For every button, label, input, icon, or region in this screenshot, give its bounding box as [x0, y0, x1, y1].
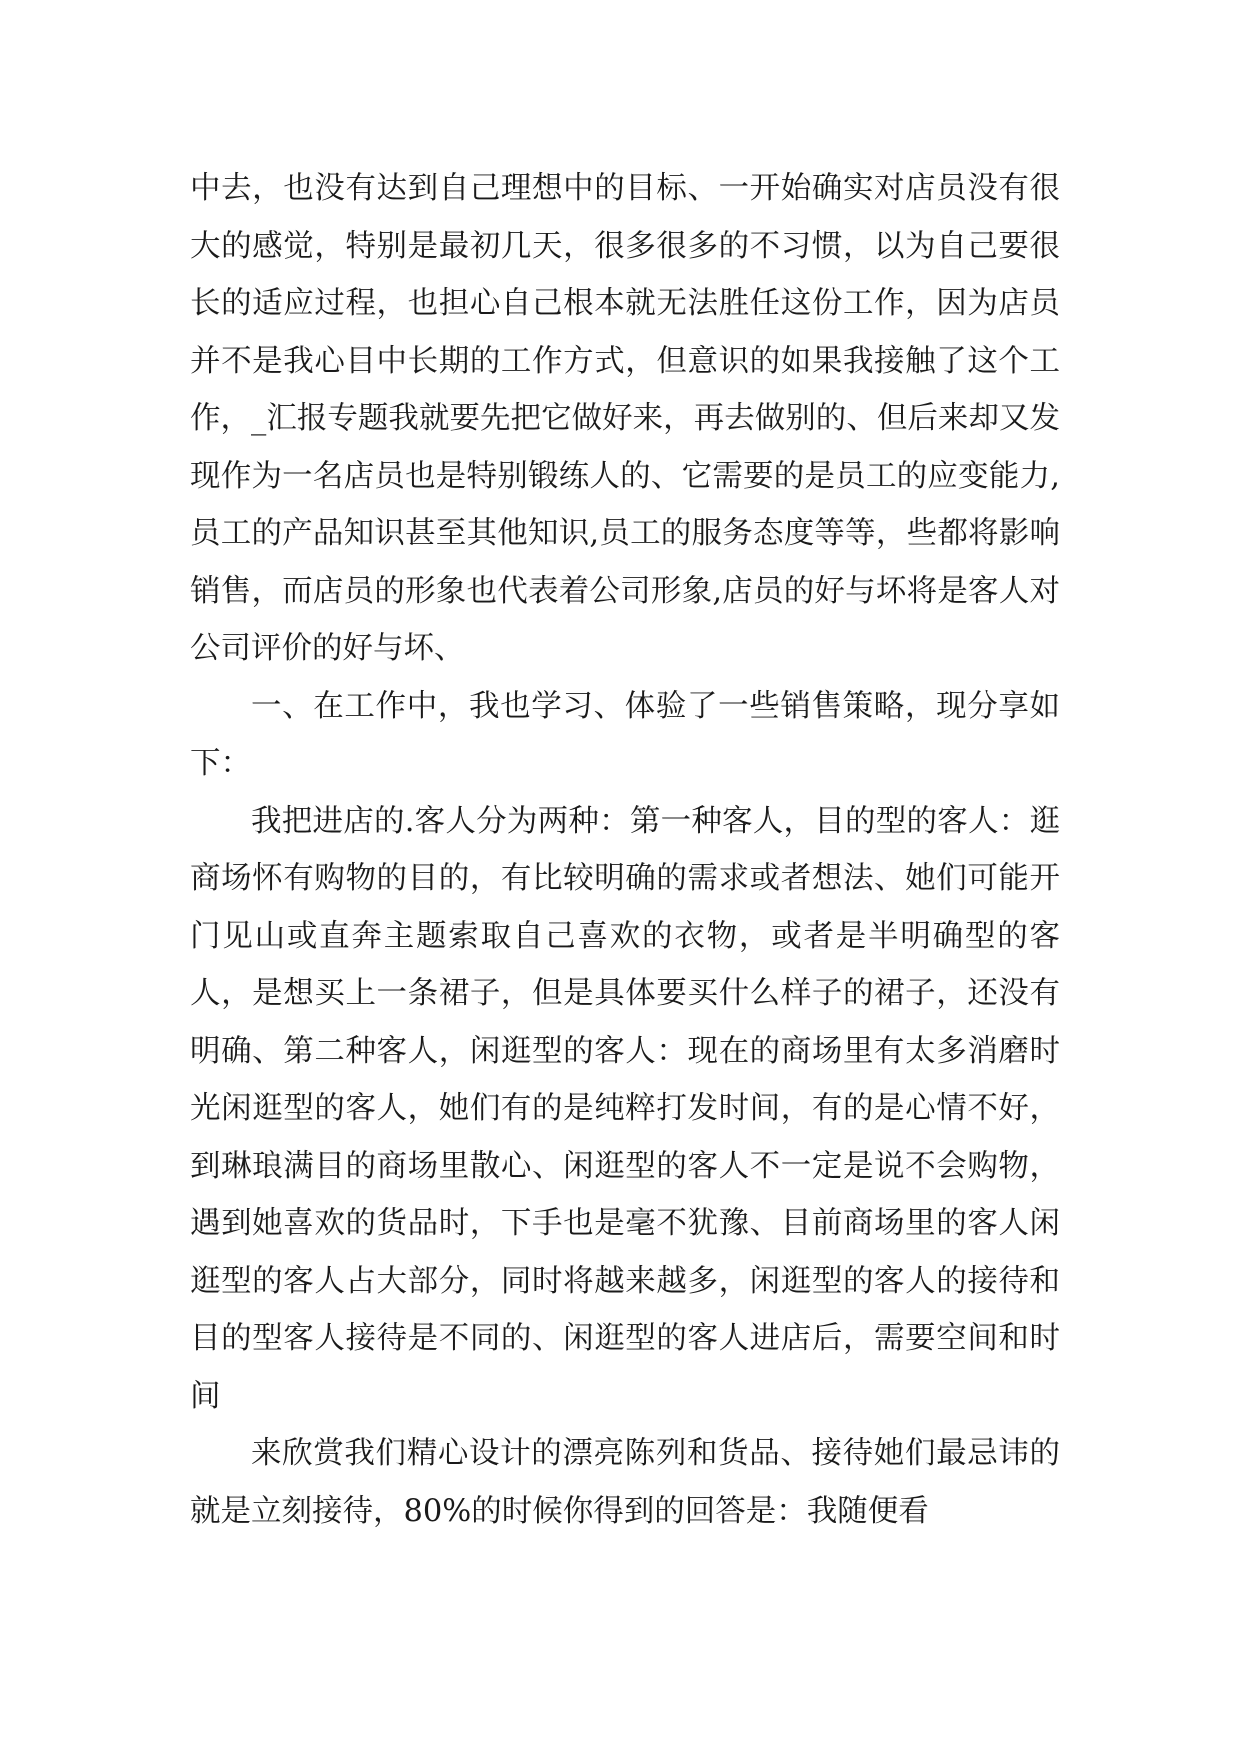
- document-page: [190, 160, 1060, 1540]
- paragraph-4: 来欣赏我们精心设计的漂亮陈列和货品、接待她们最忌讳的就是立刻接待，80%的时候你得到的回答是：我随便看: [190, 1436, 1060, 1529]
- paragraph-2: 一、在工作中，我也学习、体验了一些销售策略，现分享如下：: [190, 688, 1060, 781]
- paragraph-3: 我把进店的.客人分为两种：第一种客人，目的型的客人：逛商场怀有购物的目的，有比较明确的需求或者想法、她们可能开门见山或直奔主题索取自己喜欢的衣物，或者是半明确型的客人，是想买上一条裙子，但是具体要买什么样子的裙子，还没有明确、第二种客人，闲逛型的客人：现在的商场里有太多消磨时光闲逛型的客人，她们有的是纯粹打发时间，有的是心情不好，到琳琅满目的商场里散心、闲逛型的客人不一定是说不会购物，遇到她喜欢的货品时，下手也是毫不犹豫、目前商场里的客人闲逛型的客人占大部分，同时将越来越多，闲逛型的客人的接待和目的型客人接待是不同的、闲逛型的客人进店后，需要空间和时间: [190, 803, 1060, 1414]
- paragraph-1: 中去，也没有达到自己理想中的目标、一开始确实对店员没有很大的感觉，特别是最初几天，很多很多的不习惯，以为自己要很长的适应过程，也担心自己根本就无法胜任这份工作，因为店员并不是我心目中长期的工作方式，但意识的如果我接触了这个工作，_汇报专题我就要先把它做好来，再去做别的、但后来却又发现作为一名店员也是特别锻练人的、它需要的是员工的应变能力,员工的产品知识甚至其他知识,员工的服务态度等等，些都将影响销售，而店员的形象也代表着公司形象,店员的好与坏将是客人对公司评价的好与坏、: [190, 171, 1060, 666]
